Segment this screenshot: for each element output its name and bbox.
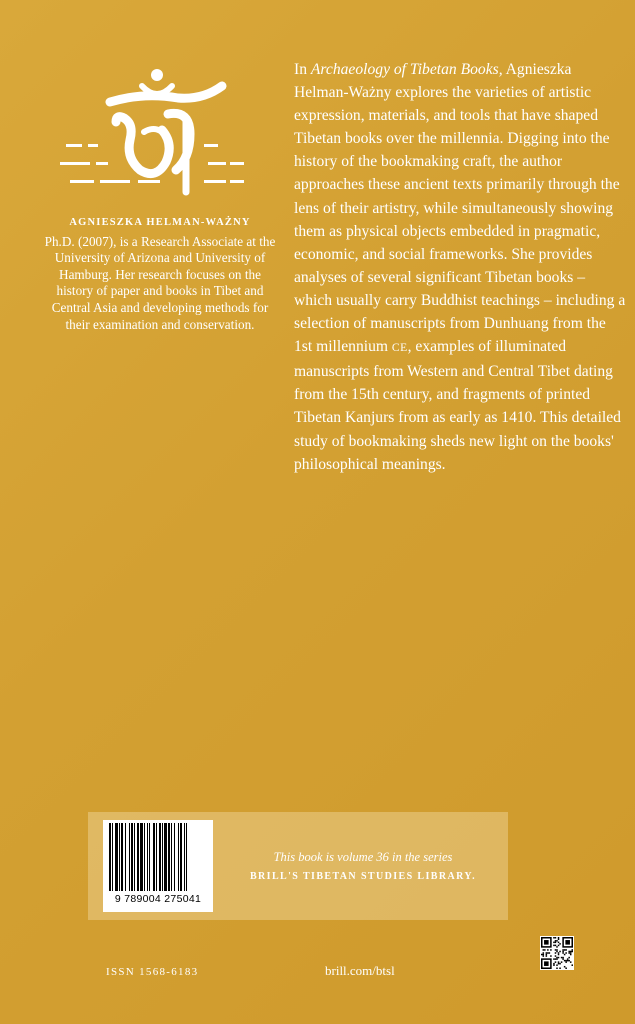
issn-number: ISSN 1568-6183 <box>106 966 199 978</box>
website-url: brill.com/btsl <box>325 963 395 978</box>
isbn-barcode <box>103 820 213 912</box>
barcode-panel <box>88 812 508 920</box>
description-paragraph <box>294 58 626 476</box>
barcode-digits: 9 789004 275041 <box>114 893 202 905</box>
series-name: BRILL'S TIBETAN STUDIES LIBRARY. <box>249 871 476 882</box>
author-bio: Ph.D. (2007), is a Research Associate at the University of Arizona and University of Hamburg. Her research focuses on the history of paper and books in Tibet and Central Asia and developing methods for their examination and conservation. <box>44 233 276 332</box>
author-name: AGNIESZKA HELMAN-WAŻNY <box>69 217 251 228</box>
barcode-bars-icon <box>109 823 207 893</box>
qr-code-icon <box>540 936 574 970</box>
description-text-1: Agnieszka Helman-Ważny explores the varieties of artistic expression, materials, and tools that have shaped Tibetan books over the millennia. Digging into the history of the bookmaking craft, the author approaches these ancient texts primarily through the lens of their artistry, while simultaneously showing them as physical objects embedded in pragmatic, economic, and social frameworks. She provides analyses of several significant Tibetan books – which usually carry Buddhist teachings – including a selection of manuscripts from Dunhuang from the 1st millennium <box>294 61 626 356</box>
tibetan-om-logo-icon <box>58 62 248 197</box>
series-info <box>238 850 488 882</box>
book-title: Archaeology of Tibetan Books, <box>310 61 503 78</box>
description-intro: In <box>294 61 311 78</box>
era-label: CE <box>391 342 408 355</box>
description-text-2: , examples of illuminated manuscripts from Western and Central Tibet dating from the 15th century, and fragments of printed Tibetan Kanjurs from as early as 1410. This detailed study of bookmaking sheds new light on the books' philosophical meanings. <box>294 338 621 473</box>
author-bio-block <box>40 215 280 333</box>
book-description <box>294 58 626 476</box>
series-volume-text: This book is volume 36 in the series <box>273 850 453 864</box>
